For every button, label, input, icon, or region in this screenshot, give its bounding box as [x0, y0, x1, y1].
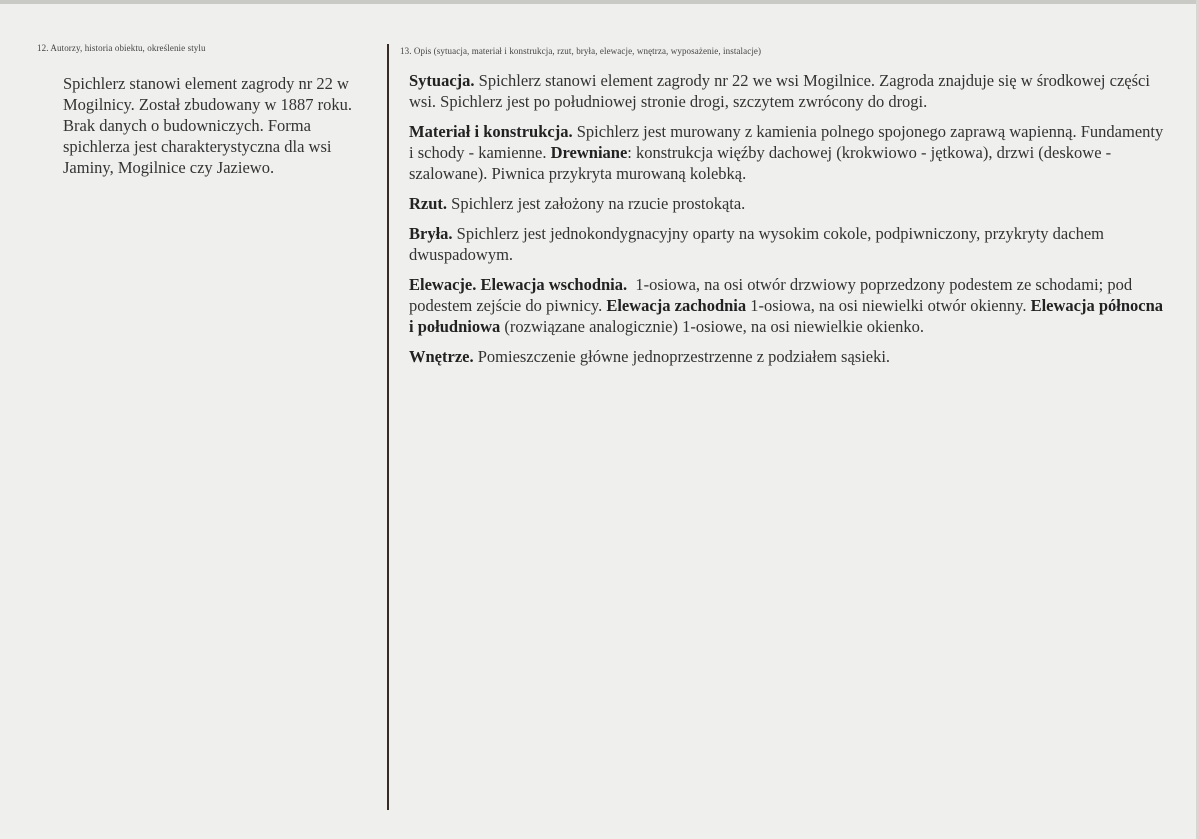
card-top-edge — [0, 0, 1199, 4]
text-elewacje-3: (rozwiązane analogicznie) 1-osiowe, na osi niewielkie okienko. — [500, 317, 925, 336]
text-elewacje-1: 1-osiowa, na osi otwór drzwiowy poprzedzony podestem ze schodami; pod podestem zejście do piwnicy. — [409, 275, 1137, 315]
label-wnetrze: Wnętrze. — [409, 347, 474, 366]
text-material-2: : konstrukcja więźby dachowej (krokwiowo - jętkowa), drzwi (deskowe - szalowane). Piwnica przykryta murowaną kolebką. — [409, 143, 1112, 183]
paragraph-material — [409, 121, 1164, 184]
paragraph-rzut — [409, 193, 1164, 214]
paragraph-elewacje — [409, 274, 1164, 337]
label-sytuacja: Sytuacja. — [409, 71, 475, 90]
text-wnetrze: Pomieszczenie główne jednoprzestrzenne z podziałem sąsieki. — [473, 347, 891, 366]
label-rzut: Rzut. — [409, 194, 448, 213]
label-material: Materiał i konstrukcja. — [409, 122, 573, 141]
left-section-heading: 12. Autorzy, historia obiektu, określenie stylu — [37, 43, 206, 53]
text-material-1: Spichlerz jest murowany z kamienia polnego spojonego zaprawą wapienną. Fundamenty i schody - kamienne. — [409, 122, 1164, 162]
paragraph-sytuacja — [409, 70, 1164, 112]
label-drewniane: Drewniane — [550, 143, 628, 162]
label-elewacje: Elewacje. Elewacja wschodnia. — [409, 275, 628, 294]
text-rzut: Spichlerz jest założony na rzucie prostokąta. — [447, 194, 746, 213]
text-elewacje-2: 1-osiowa, na osi niewielki otwór okienny. — [746, 296, 1031, 315]
label-elewacja-zachodnia: Elewacja zachodnia — [606, 296, 747, 315]
paragraph-wnetrze — [409, 346, 1164, 367]
text-bryla: Spichlerz jest jednokondygnacyjny oparty na wysokim cokole, podpiwniczony, przykryty dachem dwuspadowym. — [409, 224, 1104, 264]
text-sytuacja: Spichlerz stanowi element zagrody nr 22 we wsi Mogilnice. Zagroda znajduje się w środkowej części wsi. Spichlerz jest po południowej stronie drogi, szczytem zwrócony do drogi. — [409, 71, 1150, 111]
label-elewacja-polnocna: Elewacja północna i południowa — [409, 296, 1164, 336]
column-divider — [387, 44, 389, 810]
label-bryla: Bryła. — [409, 224, 453, 243]
description-column — [409, 70, 1164, 376]
history-text: Spichlerz stanowi element zagrody nr 22 w Mogilnicy. Został zbudowany w 1887 roku. Brak danych o budowniczych. Forma spichlerza jest charakterystyczna dla wsi Jaminy, Mogilnice czy Jaziewo. — [63, 74, 353, 177]
paragraph-bryla — [409, 223, 1164, 265]
right-section-heading: 13. Opis (sytuacja, materiał i konstrukcja, rzut, bryła, elewacje, wnętrza, wyposażenie, instalacje) — [400, 46, 762, 56]
